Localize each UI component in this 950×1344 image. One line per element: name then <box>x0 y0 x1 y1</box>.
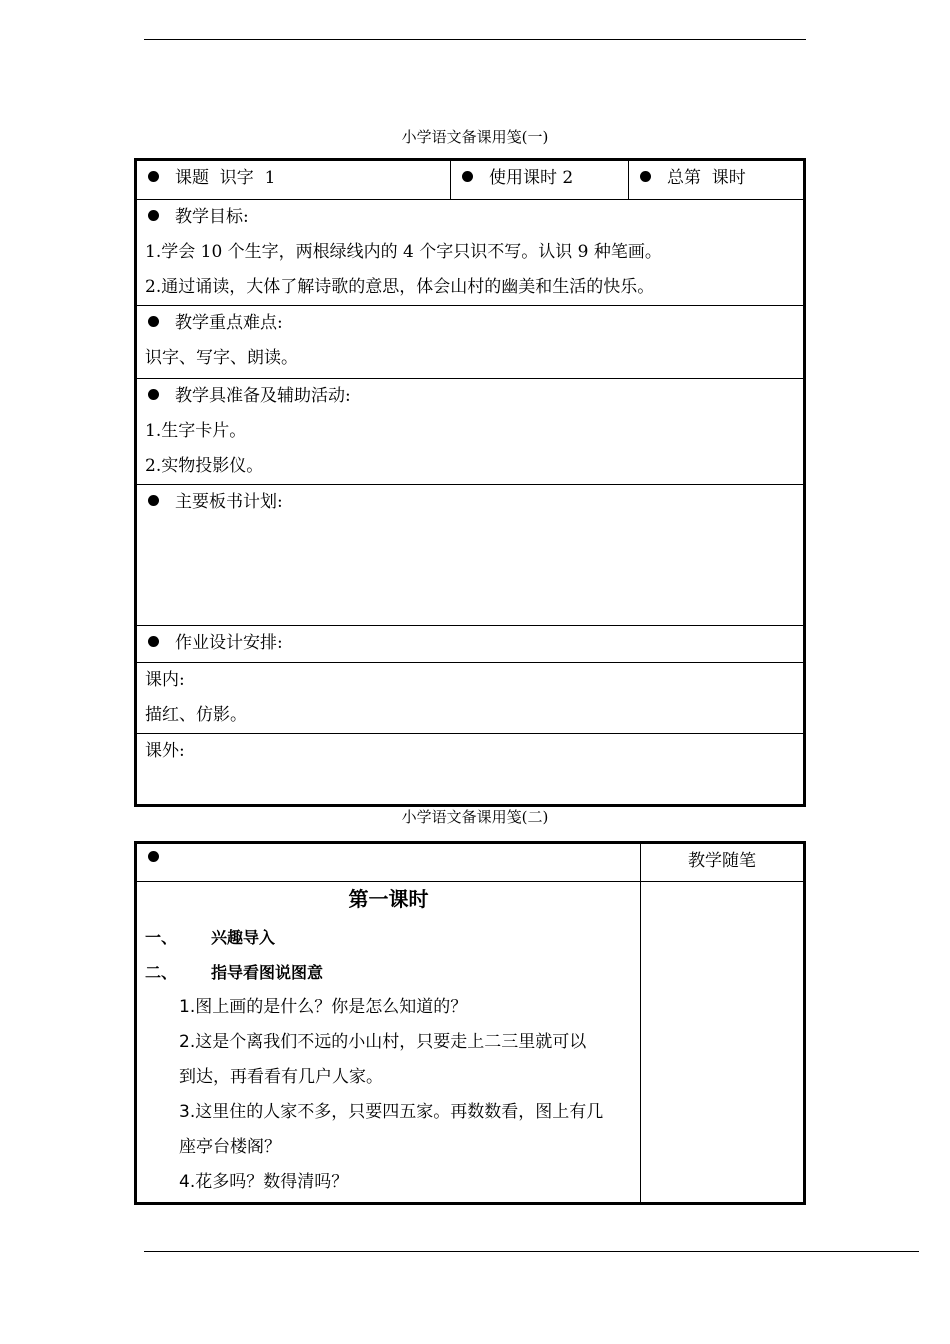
goals-row <box>136 200 805 306</box>
question-item: 2.这是个离我们不远的小山村，只要走上二三里就可以 <box>179 1032 587 1052</box>
goals-heading: 教学目标: <box>175 207 249 227</box>
question-item: 4.花多吗？数得清吗？ <box>179 1172 349 1192</box>
question-item-continuation: 座亭台楼阁？ <box>179 1137 281 1157</box>
prep-item: 1.生字卡片。 <box>145 421 247 441</box>
goal-item: 2.通过诵读，大体了解诗歌的意思，体会山村的幽美和生活的快乐。 <box>145 277 655 297</box>
bullet-icon <box>148 171 159 182</box>
sheet2-header-row <box>136 843 805 882</box>
bullet-icon <box>148 316 159 327</box>
bullet-icon <box>148 495 159 506</box>
in-class-heading: 课内: <box>145 670 185 690</box>
homework-row <box>136 626 805 663</box>
prep-item: 2.实物投影仪。 <box>145 456 264 476</box>
in-class-text: 描红、仿影。 <box>145 705 247 725</box>
topic-label: 课题 识字 1 <box>175 168 276 188</box>
hours-label: 使用课时 2 <box>489 168 574 188</box>
bullet-icon <box>148 851 159 862</box>
footer-rule <box>144 1251 919 1252</box>
notes-heading: 教学随笔 <box>688 851 756 871</box>
out-class-heading: 课外: <box>145 741 185 761</box>
bullet-icon <box>148 389 159 400</box>
notes-column <box>641 882 805 1204</box>
lesson-plan-table-2 <box>134 841 806 1205</box>
homework-heading: 作业设计安排: <box>175 633 283 653</box>
header-rule <box>144 39 806 40</box>
topic-row <box>136 160 805 200</box>
section-heading: 二、 指导看图说图意 <box>145 963 324 982</box>
question-item: 3.这里住的人家不多，只要四五家。再数数看，图上有几 <box>179 1102 604 1122</box>
sheet2-caption: 小学语文备课用笺(二) <box>401 808 549 826</box>
out-class-row <box>136 734 805 806</box>
board-heading: 主要板书计划: <box>175 492 283 512</box>
question-item: 1.图上画的是什么？你是怎么知道的？ <box>179 997 468 1017</box>
total-label: 总第 课时 <box>667 168 746 188</box>
key-text: 识字、写字、朗读。 <box>145 348 298 368</box>
lesson-plan-table-1 <box>134 158 806 807</box>
goal-item: 1.学会 10 个生字，两根绿线内的 4 个字只识不写。认识 9 种笔画。 <box>145 242 662 262</box>
board-plan-row <box>136 485 805 626</box>
bullet-icon <box>148 636 159 647</box>
bullet-icon <box>148 210 159 221</box>
prep-heading: 教学具准备及辅助活动: <box>175 386 351 406</box>
lesson-body-row <box>136 882 805 1204</box>
bullet-icon <box>640 171 651 182</box>
section-heading: 一、 兴趣导入 <box>145 928 276 947</box>
sheet1-caption: 小学语文备课用笺(一) <box>401 128 549 146</box>
question-item-continuation: 到达，再看看有几户人家。 <box>179 1067 383 1087</box>
key-points-row <box>136 306 805 379</box>
bullet-icon <box>462 171 473 182</box>
lesson-title: 第一课时 <box>348 887 429 911</box>
in-class-row <box>136 663 805 734</box>
preparation-row <box>136 379 805 485</box>
key-heading: 教学重点难点: <box>175 313 283 333</box>
